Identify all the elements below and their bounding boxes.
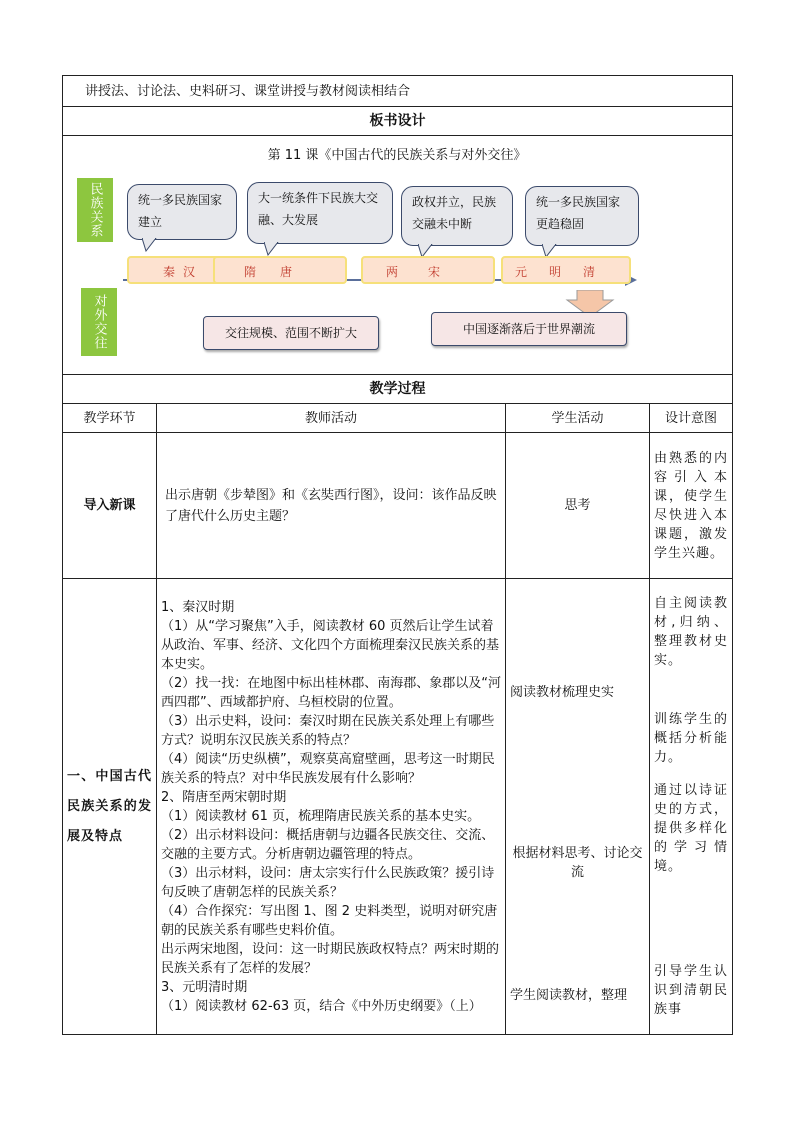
main-teacher-activity bbox=[157, 579, 506, 1035]
teacher-line: 出示两宋地图，设问：这一时期民族政权特点？两宋时期的民族关系有了怎样的发展？ bbox=[161, 941, 500, 976]
intro-teacher-activity: 出示唐朝《步辇图》和《玄奘西行图》，设问：该作品反映了唐代什么历史主题？ bbox=[157, 433, 506, 579]
era-qin-han: 秦汉 bbox=[127, 256, 239, 284]
main-design-intent bbox=[650, 579, 733, 1035]
teacher-line: （2）找一找：在地图中标出桂林郡、南海郡、象郡以及“河西四郡”、西域都护府、乌桓校尉的位置。 bbox=[161, 675, 502, 710]
intro-student-activity: 思考 bbox=[506, 433, 650, 579]
bubble-tail-icon bbox=[264, 242, 280, 256]
col-header-intent: 设计意图 bbox=[650, 404, 733, 433]
foreign-box-decline: 中国逐渐落后于世界潮流 bbox=[431, 312, 627, 346]
teacher-line: （2）出示材料设问：概括唐朝与边疆各民族交往、交流、交融的主要方式。分析唐朝边疆管理的特点。 bbox=[161, 827, 495, 862]
teacher-line: （3）出示史料，设问：秦汉时期在民族关系处理上有哪些方式？说明东汉民族关系的特点？ bbox=[161, 713, 495, 748]
intro-stage: 导入新课 bbox=[63, 433, 157, 579]
teacher-line: （1）阅读教材 61 页，梳理隋唐民族关系的基本史实。 bbox=[161, 808, 481, 824]
teacher-line: （3）出示材料，设问：唐太宗实行什么民族政策？援引诗句反映了唐朝怎样的民族关系？ bbox=[161, 865, 495, 900]
era-song: 两宋 bbox=[361, 256, 495, 284]
teacher-line: （1）阅读教材 62-63 页，结合《中外历史纲要》（上） bbox=[161, 998, 482, 1014]
student-activity-3: 学生阅读教材，整理 bbox=[510, 988, 628, 1003]
foreign-exchange-label: 对外交往 bbox=[81, 288, 117, 356]
intent-2: 训练学生的概括分析能力。 bbox=[654, 712, 729, 765]
intro-design-intent: 由熟悉的内容引入本课，使学生尽快进入本课题，激发学生兴趣。 bbox=[650, 433, 733, 579]
student-activity-1: 阅读教材梳理史实 bbox=[510, 685, 615, 700]
teacher-line: （1）从“学习聚焦”入手，阅读教材 60 页然后让学生试着从政治、军事、经济、文化四个方面梳理秦汉民族关系的基本史实。 bbox=[161, 618, 500, 672]
intent-1: 自主阅读教材,归纳、整理教材史实。 bbox=[654, 596, 729, 668]
board-design-heading: 板书设计 bbox=[63, 107, 733, 136]
main-student-activity bbox=[506, 579, 650, 1035]
bubble-sui-tang bbox=[247, 182, 393, 244]
intent-3: 通过以诗证史的方式，提供多样化的学习情境。 bbox=[654, 783, 729, 874]
main-stage: 一、中国古代民族关系的发展及特点 bbox=[63, 579, 157, 1035]
bubble-text: 统一多民族国家建立 bbox=[138, 193, 223, 229]
teacher-line: 2、隋唐至两宋朝时期 bbox=[161, 789, 287, 805]
bubble-yuan-ming-qing bbox=[525, 186, 639, 246]
teacher-line: 1、秦汉时期 bbox=[161, 599, 235, 615]
bubble-text: 大一统条件下民族大交融、大发展 bbox=[258, 191, 379, 227]
teaching-process-heading: 教学过程 bbox=[63, 375, 733, 404]
teacher-line: 3、元明清时期 bbox=[161, 979, 248, 995]
era-yuan-ming-qing: 元明清 bbox=[501, 256, 631, 284]
table-row bbox=[63, 579, 733, 1035]
table-row bbox=[63, 433, 733, 579]
teacher-line: （4）阅读“历史纵横”，观察莫高窟壁画，思考这一时期民族关系的特点？对中华民族发展有什么影响？ bbox=[161, 751, 495, 786]
col-header-student: 学生活动 bbox=[506, 404, 650, 433]
lesson-plan-table bbox=[62, 75, 733, 1035]
bubble-tail-icon bbox=[142, 238, 158, 252]
bubble-text: 统一多民族国家更趋稳固 bbox=[536, 195, 621, 231]
student-activity-2: 根据材料思考、讨论交流 bbox=[512, 846, 643, 880]
ethnic-relations-label: 民族关系 bbox=[77, 178, 113, 242]
era-sui-tang: 隋唐 bbox=[213, 256, 347, 284]
teacher-line: （4）合作探究：写出图 1、图 2 史料类型，说明对研究唐朝的民族关系有哪些史料价值。 bbox=[161, 903, 498, 938]
foreign-box-expansion: 交往规模、范围不断扩大 bbox=[203, 316, 379, 350]
col-header-teacher: 教师活动 bbox=[157, 404, 506, 433]
col-header-stage: 教学环节 bbox=[63, 404, 157, 433]
bubble-text: 政权并立，民族交融未中断 bbox=[412, 195, 497, 231]
bubble-qin-han bbox=[127, 184, 237, 240]
teaching-methods: 讲授法、讨论法、史料研习、课堂讲授与教材阅读相结合 bbox=[63, 76, 733, 107]
board-design-diagram bbox=[63, 136, 733, 375]
intent-4: 引导学生认识到清朝民族事 bbox=[654, 964, 729, 1017]
lesson-title: 第 11 课《中国古代的民族关系与对外交往》 bbox=[267, 148, 527, 163]
bubble-song bbox=[401, 186, 513, 246]
